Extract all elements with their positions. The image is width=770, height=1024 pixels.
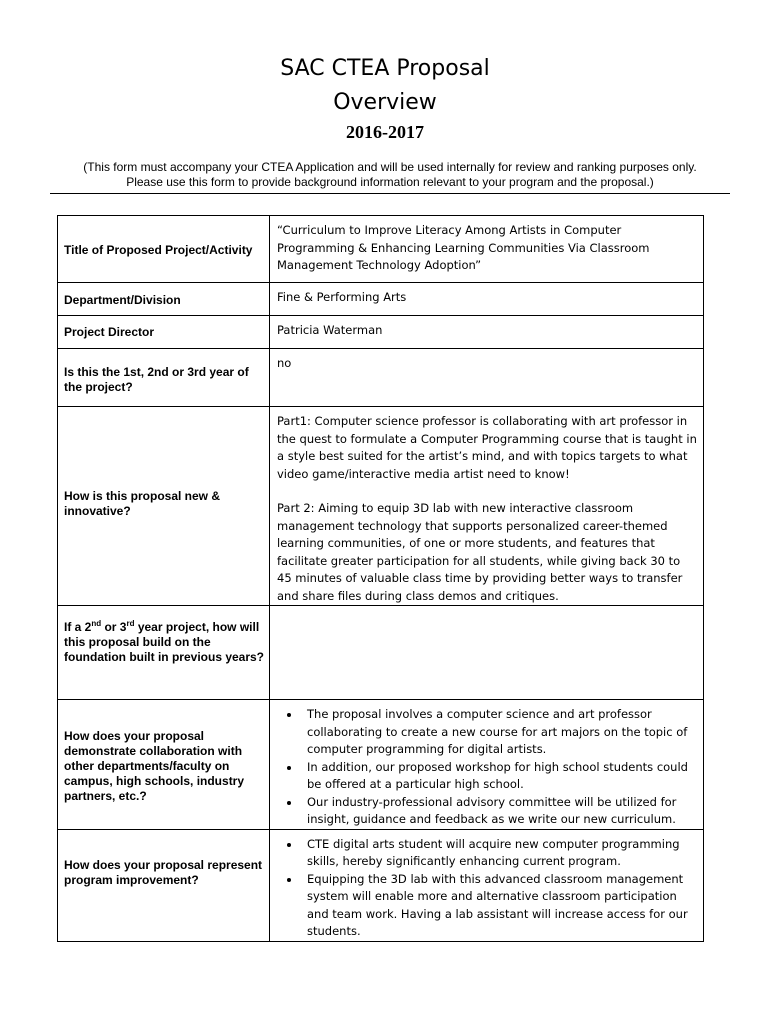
- innovation-part-2: Part 2: Aiming to equip 3D lab with new interactive classroom management technology that supports personalized career-themed learning communities, of one or more students, and features that facilitate greater participation for all students, while giving back 30 to 45 minutes of valuable class time by providing better ways to transfer and share files during class demos and critiques.: [277, 501, 683, 603]
- proposal-table: [57, 215, 704, 942]
- department-value: Fine & Performing Arts: [277, 290, 407, 304]
- table-row-director: [58, 316, 704, 349]
- value-cell: [270, 216, 704, 283]
- row-label: [64, 620, 265, 665]
- label-cell: [58, 829, 270, 941]
- value-cell: [270, 700, 704, 830]
- label-cell: [58, 349, 270, 407]
- table-row-improvement: [58, 829, 704, 941]
- row-label: Project Director: [64, 325, 155, 339]
- value-cell: [270, 316, 704, 349]
- table-row-innovation: [58, 407, 704, 606]
- list-item: • CTE digital arts student will acquire new computer programming skills, hereby significantly enhancing current program.: [301, 836, 697, 871]
- collaboration-list: [277, 706, 697, 829]
- list-item: • Equipping the 3D lab with this advanced classroom management system will enable more and alternative classroom participation and team work. Having a lab assistant will increase access for our students.: [301, 871, 697, 941]
- value-cell: [270, 283, 704, 316]
- project-title-value: “Curriculum to Improve Literacy Among Artists in Computer Programming & Enhancing Learning Communities Via Classroom Management Technology Adoption”: [277, 223, 650, 272]
- improvement-list: [277, 836, 697, 941]
- director-value: Patricia Waterman: [277, 323, 383, 337]
- instructions-line-1: (This form must accompany your CTEA Application and will be used internally for review and ranking purposes only.: [83, 160, 697, 174]
- label-cell: [58, 606, 270, 700]
- label-text: If a 2: [64, 620, 92, 634]
- table-row-department: [58, 283, 704, 316]
- label-text: or 3: [101, 620, 127, 634]
- list-item: • Our industry-professional advisory committee will be utilized for insight, guidance and feedback as we write our new curriculum.: [301, 794, 697, 829]
- list-item: • In addition, our proposed workshop for high school students could be offered at a particular high school.: [301, 759, 697, 794]
- table-row-title: [58, 216, 704, 283]
- instructions-line-2: Please use this form to provide background information relevant to your program and the proposal.): [126, 175, 654, 189]
- year-value: no: [277, 356, 292, 370]
- label-cell: [58, 216, 270, 283]
- form-title: SAC CTEA Proposal: [280, 56, 490, 81]
- header-divider: [50, 193, 730, 194]
- label-cell: [58, 316, 270, 349]
- value-cell: [270, 606, 704, 700]
- table-row-build: [58, 606, 704, 700]
- value-cell: [270, 829, 704, 941]
- ordinal-suffix: nd: [91, 619, 102, 628]
- innovation-part-1: Part1: Computer science professor is collaborating with art professor in the quest to formulate a Computer Programming course that is taught in a style best suited for the artist’s mind, and with topics targets to what video game/interactive media artist need to know!: [277, 414, 697, 481]
- value-cell: [270, 407, 704, 606]
- label-cell: [58, 407, 270, 606]
- label-text: year project, how will this proposal build on the foundation built in previous years?: [64, 620, 265, 664]
- row-label: Department/Division: [64, 293, 181, 307]
- row-label: Title of Proposed Project/Activity: [64, 243, 253, 257]
- row-label: How is this proposal new & innovative?: [64, 489, 221, 518]
- value-cell: [270, 349, 704, 407]
- row-label: How does your proposal represent program improvement?: [64, 857, 263, 887]
- label-cell: [58, 700, 270, 830]
- form-year: 2016-2017: [346, 122, 424, 142]
- table-row-collaboration: [58, 700, 704, 830]
- row-label: Is this the 1st, 2nd or 3rd year of the project?: [64, 365, 249, 394]
- ordinal-suffix: rd: [126, 619, 135, 628]
- row-label: How does your proposal demonstrate collaboration with other departments/faculty on campus, high schools, industry partners, etc.?: [64, 729, 245, 803]
- form-subtitle: Overview: [333, 90, 437, 115]
- label-cell: [58, 283, 270, 316]
- table-row-year: [58, 349, 704, 407]
- list-item: • The proposal involves a computer science and art professor collaborating to create a new course for art majors on the topic of computer programming for digital artists.: [301, 706, 697, 759]
